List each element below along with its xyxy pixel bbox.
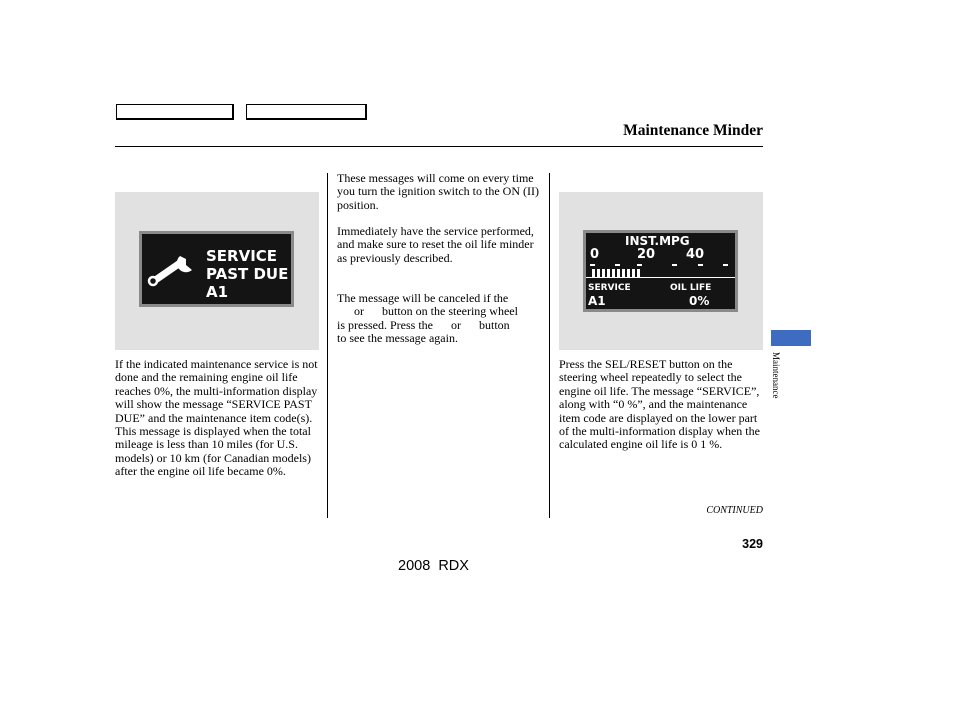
wrench-icon <box>146 248 198 288</box>
service-label: SERVICE <box>588 283 631 293</box>
middle-paragraph-3-line-3: is pressed. Press the or button <box>337 317 510 332</box>
nav-button-2[interactable] <box>246 104 367 120</box>
header-rule <box>115 146 763 147</box>
continued-label: CONTINUED <box>706 505 763 516</box>
right-column-paragraph: Press the SEL/RESET button on the steering wheel repeatedly to select the engine oil life. The message “SERVICE”, along with “0 %”, and the maintenance item code are displayed on the lower part of the multi-information display when the calculated engine oil life is 0 1 %. <box>559 357 760 452</box>
display-line-past-due: PAST DUE <box>206 265 289 283</box>
mpg-scale-20: 20 <box>637 247 656 262</box>
mpg-scale-40: 40 <box>686 247 705 262</box>
page-title: Maintenance Minder <box>623 122 763 139</box>
middle-paragraph-1: These messages will come on every time you turn the ignition switch to the ON (II) position. <box>337 171 539 212</box>
left-column-paragraph: If the indicated maintenance service is not done and the remaining engine oil life reaches 0%, the multi-information display will show the message “SERVICE PAST DUE” and the maintenance item code(s). This message is displayed when the total mileage is less than 10 miles (for U.S. models) or 10 km (for Canadian models) after the engine oil life became 0%. <box>115 357 318 479</box>
section-tab-label: Maintenance <box>771 352 781 399</box>
service-past-due-display <box>139 231 294 307</box>
oil-life-display <box>583 230 738 312</box>
oil-life-value: 0% <box>689 294 710 308</box>
footer-model: 2008 RDX <box>398 558 469 574</box>
display-code: A1 <box>206 283 229 301</box>
service-code: A1 <box>588 294 606 308</box>
middle-paragraph-3-line-1: The message will be canceled if the <box>337 291 509 305</box>
middle-paragraph-2: Immediately have the service performed, and make sure to reset the oil life minder as previously described. <box>337 224 534 265</box>
middle-paragraph-3 <box>337 292 547 346</box>
section-tab[interactable] <box>771 330 811 346</box>
column-divider-left <box>327 173 328 518</box>
oil-life-figure <box>559 192 763 350</box>
column-divider-right <box>549 173 550 518</box>
mpg-bar-graph <box>590 259 734 279</box>
page-number: 329 <box>742 537 763 551</box>
middle-paragraph-3-line-2: or button on the steering wheel <box>354 304 518 319</box>
inst-mpg-label: INST.MPG <box>625 234 690 248</box>
display-line-service: SERVICE <box>206 247 278 265</box>
middle-paragraph-3-line-4: to see the message again. <box>337 331 458 346</box>
nav-button-1[interactable] <box>116 104 234 120</box>
service-past-due-figure <box>115 192 319 350</box>
oil-life-label: OIL LIFE <box>670 283 712 293</box>
mpg-scale-0: 0 <box>590 247 600 262</box>
display-divider <box>586 277 735 278</box>
